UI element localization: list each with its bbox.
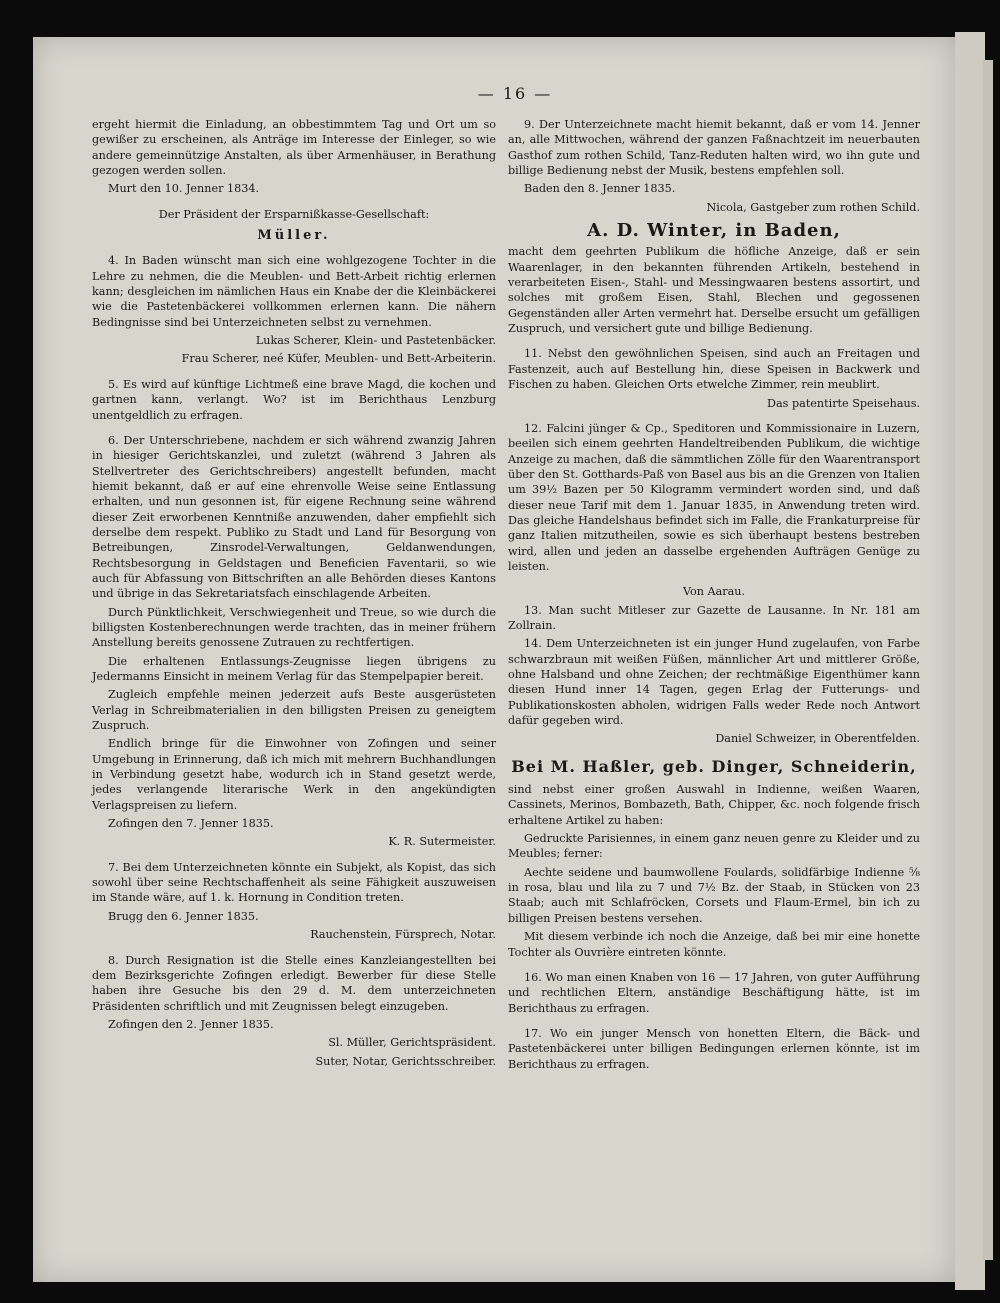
right-column-paragraph: Daniel Schweizer, in Oberentfelden.	[715, 732, 920, 746]
left-column-paragraph: Brugg den 6. Jenner 1835.	[108, 909, 259, 923]
right-column-paragraph: Aechte seidene und baumwollene Foulards, solidfärbige Indienne ⅝ in rosa, blau und lila zu 7 und 7½ Bz. der Staab, in Stücken von 23 Staab; auch mit Schlafröcken, Corsets und Flaum-Ermel, bin ich zu billigen Preisen bestens versehen.	[508, 865, 920, 925]
left-column-paragraph: 6. Der Unterschriebene, nachdem er sich während zwanzig Jahren in hiesiger Gerichtskanzlei, und zuletzt (während 3 Jahren als Stellvertreter des Gerichtschreibers) angestellt befunden, macht hiemit bekannt, daß er auf eine ehrenvolle Weise seine Entlassung erhalten, und nun gesonnen ist, für eigene Rechnung seine während dieser Zeit erworbenen Kenntniße anzuwenden, daher empfiehlt sich derselbe dem respekt. Publiko zu Stadt und Land für Besorgung von Betreibungen, Zinsrodel-Verwaltungen, Geldanwendungen, Rechtsbesorgung in Geldstagen und Beneficien Faventarii, so wie auch für Abfassung von Bittschriften an alle Behörden dieses Kantons und übrige in das Sekretariatsfach einschlagende Arbeiten.	[92, 433, 496, 601]
left-column-paragraph: Zugleich empfehle meinen jederzeit aufs Beste ausgerüsteten Verlag in Schreibmaterialien in den billigsten Preisen zu geneigtem Zuspruch.	[92, 688, 496, 733]
right-column-paragraph: 14. Dem Unterzeichneten ist ein junger Hund zugelaufen, von Farbe schwarzbraun mit weißen Füßen, männlicher Art und mittlerer Größe, ohne Halsband und ohne Zeichen; der rechtmäßige Eigenthümer kann diesen Hund inner 14 Tagen, gegen Erlag der Futterungs- und Publikationskosten abholen, widrigen Falls weder Rede noch Antwort dafür gegeben wird.	[508, 637, 920, 728]
left-column-paragraph: 7. Bei dem Unterzeichneten könnte ein Subjekt, als Kopist, das sich sowohl über seine Rechtschaffenheit als seine Fähigkeit auszuweisen im Stande wäre, auf 1. k. Hornung in Condition treten.	[92, 860, 496, 905]
right-column-paragraph: macht dem geehrten Publikum die höfliche Anzeige, daß er sein Waarenlager, in den bekannten führenden Artikeln, bestehend in verarbeiteten Eisen-, Stahl- und Messingwaaren bestens assortirt, und solches mit großem Eisen, Stahl, Blechen und gegossenen Gegenständen aller Arten vermehrt hat. Derselbe ersucht um gefälligen Zuspruch, und versichert gute und billige Bedienung.	[508, 245, 920, 336]
right-column-paragraph: Bei M. Haßler, geb. Dinger, Schneiderin,	[511, 756, 917, 776]
right-column-paragraph: Mit diesem verbinde ich noch die Anzeige, daß bei mir eine honette Tochter als Ouvrière eintreten könnte.	[508, 930, 920, 959]
right-column-paragraph: Gedruckte Parisiennes, in einem ganz neuen genre zu Kleider und zu Meubles; ferner:	[508, 832, 920, 861]
left-column-paragraph: 5. Es wird auf künftige Lichtmeß eine brave Magd, die kochen und gartnen kann, verlangt. Wo? ist im Berichthaus Lenzburg unentgeldlich zu erfragen.	[92, 377, 496, 422]
right-column-paragraph: A. D. Winter, in Baden,	[587, 220, 841, 242]
right-column-paragraph: 12. Falcini jünger & Cp., Speditoren und Kommissionaire in Luzern, beeilen sich einem geehrten Handeltreibenden Publikum, die wichtige Anzeige zu machen, daß die sämmtlichen Zölle für den Waarentransport über den St. Gotthards-Paß von Basel aus bis an die Grenzen von Italien um 39½ Bazen per 50 Kilogramm vermindert worden sind, und daß dieser neue Tarif mit dem 1. Januar 1835, in Anwendung treten wird. Das gleiche Handelshaus befindet sich im Falle, die Frankaturpreise für ganz Italien mitzutheilen, sowie es sich überhaupt bestens bestreben wird, allen und jeden an dasselbe ergehenden Aufträgen Genüge zu leisten.	[508, 421, 920, 573]
left-column-paragraph: Durch Pünktlichkeit, Verschwiegenheit und Treue, so wie durch die billigsten Kostenberechnungen werde trachten, das in meiner frühern Anstellung bereits genossene Zutrauen zu rechtfertigen.	[92, 605, 496, 650]
page-edge-inner	[983, 60, 993, 1260]
right-column-paragraph: sind nebst einer großen Auswahl in Indienne, weißen Waaren, Cassinets, Merinos, Bombazeth, Bath, Chipper, &c. noch folgende frisch erhaltene Artikel zu haben:	[508, 783, 920, 827]
left-column-paragraph: 8. Durch Resignation ist die Stelle eines Kanzleiangestellten bei dem Bezirksgerichte Zofingen erledigt. Bewerber für diese Stelle haben ihre Gesuche bis den 29 d. M. dem unterzeichneten Präsidenten schriftlich und mit Zeugnissen belegt einzugeben.	[92, 953, 496, 1013]
right-column-paragraph: Das patentirte Speisehaus.	[767, 396, 920, 410]
left-column-paragraph: Murt den 10. Jenner 1834.	[108, 182, 260, 196]
left-column-paragraph: Die erhaltenen Entlassungs-Zeugnisse liegen übrigens zu Jedermanns Einsicht in meinem Verlag für das Stempelpapier bereit.	[92, 654, 496, 683]
right-column-paragraph: 9. Der Unterzeichnete macht hiemit bekannt, daß er vom 14. Jenner an, alle Mittwochen, während der ganzen Faßnachtzeit im neuerbauten Gasthof zum rothen Schild, Tanz-Reduten halten wird, wo ihn gute und billige Bedienung nebst der Musik, bestens empfehlen soll.	[508, 118, 920, 178]
left-column-paragraph: Zofingen den 7. Jenner 1835.	[108, 817, 274, 831]
right-column-paragraph: 13. Man sucht Mitleser zur Gazette de Lausanne. In Nr. 181 am Zollrain.	[508, 603, 920, 632]
left-column-paragraph: Zofingen den 2. Jenner 1835.	[108, 1017, 274, 1031]
right-column-paragraph: 11. Nebst den gewöhnlichen Speisen, sind auch an Freitagen und Fastenzeit, auch auf Bestellung hin, diese Speisen in Backwerk und Fischen zu haben. Gleichen Orts etwelche Zimmer, rein meublirt.	[508, 347, 920, 392]
right-column	[508, 117, 920, 1075]
left-column-paragraph: Sl. Müller, Gerichtspräsident.	[328, 1036, 496, 1050]
right-column-paragraph: Nicola, Gastgeber zum rothen Schild.	[706, 200, 920, 214]
right-column-paragraph: Baden den 8. Jenner 1835.	[524, 182, 676, 196]
left-column-paragraph: K. R. Sutermeister.	[388, 835, 496, 849]
left-column-paragraph: Der Präsident der Ersparnißkasse-Gesellschaft:	[158, 207, 430, 221]
left-column-paragraph: Frau Scherer, neé Küfer, Meublen- und Bett-Arbeiterin.	[181, 352, 496, 366]
left-column-paragraph: Rauchenstein, Fürsprech, Notar.	[310, 928, 496, 942]
left-column	[92, 117, 496, 1072]
left-column-paragraph: 4. In Baden wünscht man sich eine wohlgezogene Tochter in die Lehre zu nehmen, die die Meublen- und Bett-Arbeit richtig erlernen kann; desgleichen im nämlichen Haus ein Knabe der die Kleinbäckerei wie die Pastetenbäckerei vollkommen erlernen kann. Die nähern Bedingnisse sind bei Unterzeichneten selbst zu vernehmen.	[92, 254, 496, 329]
page-number: — 16 —	[477, 84, 553, 103]
right-column-paragraph: 17. Wo ein junger Mensch von honetten Eltern, die Bäck- und Pastetenbäckerei unter billigen Bedingungen erlernen könnte, ist im Berichthaus zu erfragen.	[508, 1026, 920, 1071]
left-column-paragraph: Endlich bringe für die Einwohner von Zofingen und seiner Umgebung in Erinnerung, daß ich mich mit mehrern Buchhandlungen in Verbindung gesetzt habe, wodurch ich in Stand gesetzt werde, jedes verlangende literarische Werk in den angekündigten Verlagspreisen zu liefern.	[92, 737, 496, 812]
left-column-paragraph: Müller.	[257, 228, 331, 244]
right-column-paragraph: Von Aarau.	[682, 585, 746, 599]
page-edge	[955, 32, 985, 1290]
left-column-paragraph: ergeht hiermit die Einladung, an obbestimmtem Tag und Ort um so gewißer zu erscheinen, als Anträge im Interesse der Einleger, so wie andere gemeinnützige Anstalten, als über Armenhäuser, in Berathung gezogen werden sollen.	[92, 118, 496, 178]
left-column-paragraph: Lukas Scherer, Klein- und Pastetenbäcker.	[255, 334, 496, 348]
left-column-paragraph: Suter, Notar, Gerichtsschreiber.	[315, 1054, 496, 1068]
right-column-paragraph: 16. Wo man einen Knaben von 16 — 17 Jahren, von guter Aufführung und rechtlichen Eltern, anständige Beschäftigung hätte, ist im Berichthaus zu erfragen.	[508, 970, 920, 1015]
